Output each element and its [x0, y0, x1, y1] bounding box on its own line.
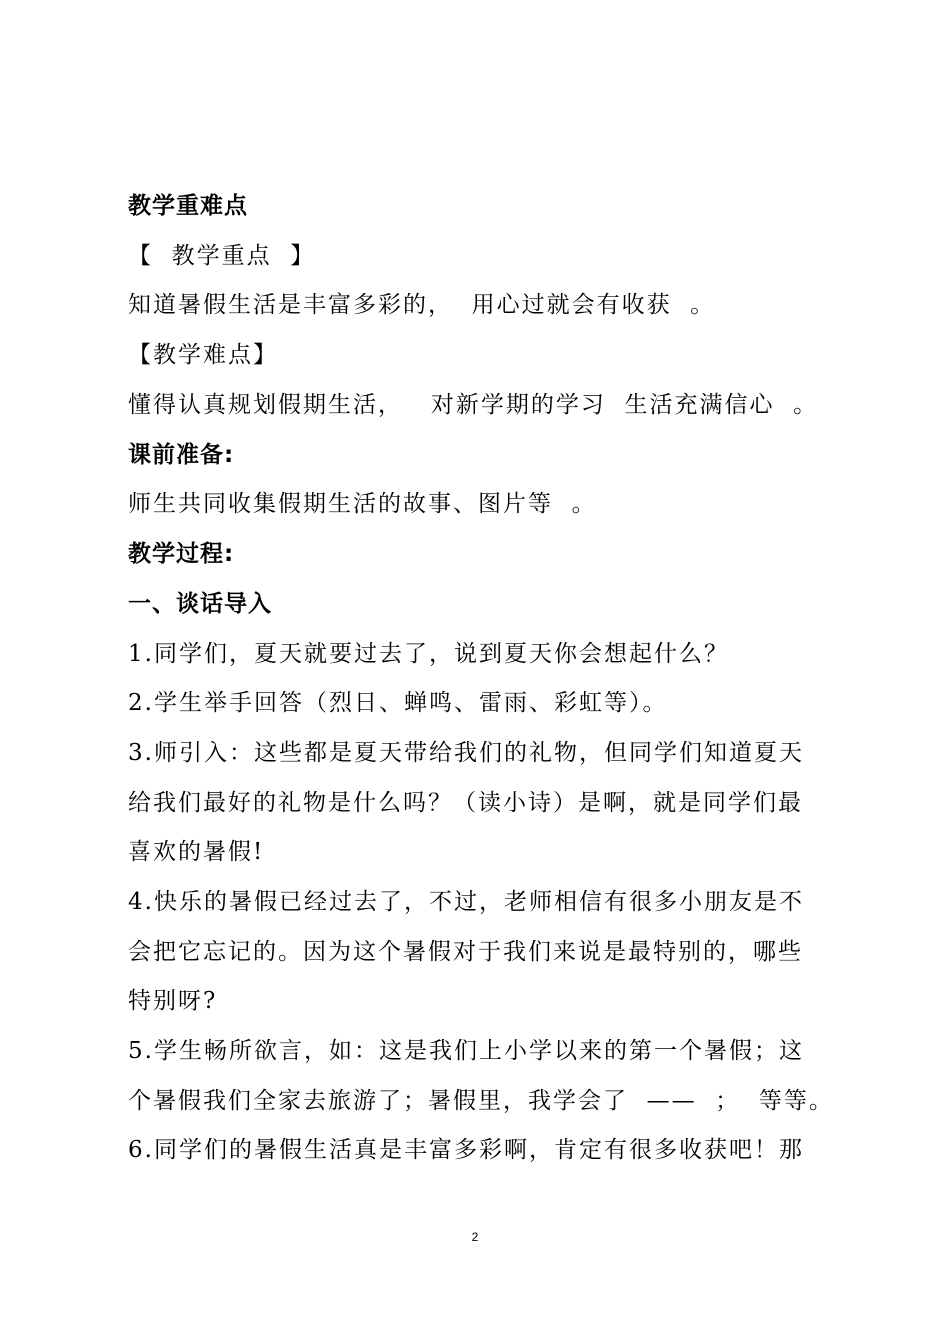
- paragraph-3-line-3: 喜欢的暑假!: [128, 839, 265, 865]
- paragraph-1: 1.同学们，夏天就要过去了，说到夏天你会想起什么？: [128, 641, 729, 667]
- paragraph-5-line-1: 5.学生畅所欲言，如：这是我们上小学以来的第一个暑假；这: [128, 1038, 804, 1064]
- paragraph-6-line-1: 6.同学们的暑假生活真是丰富多彩啊，肯定有很多收获吧！那: [128, 1137, 804, 1163]
- label-key-point: 【 教学重点 】: [128, 243, 316, 269]
- heading-key-points: 教学重难点: [128, 193, 248, 219]
- paragraph-4-line-3: 特别呀?: [128, 988, 218, 1014]
- paragraph-4-line-2: 会把它忘记的。因为这个暑假对于我们来说是最特别的，哪些: [128, 939, 803, 965]
- section-title-one: 一、谈话导入: [128, 591, 272, 617]
- text-preparation: 师生共同收集假期生活的故事、图片等 。: [128, 491, 597, 517]
- paragraph-3-line-2: 给我们最好的礼物是什么吗？（读小诗）是啊，就是同学们最: [128, 790, 803, 816]
- text-difficult-point: 懂得认真规划假期生活， 对新学期的学习 生活充满信心 。: [128, 392, 819, 418]
- paragraph-4-line-1: 4.快乐的暑假已经过去了，不过，老师相信有很多小朋友是不: [128, 889, 804, 915]
- heading-preparation: 课前准备:: [128, 442, 235, 468]
- label-difficult-point: 【教学难点】: [128, 342, 278, 368]
- page-number: 2: [471, 1230, 479, 1244]
- text-key-point: 知道暑假生活是丰富多彩的， 用心过就会有收获 。: [128, 292, 716, 318]
- heading-process: 教学过程:: [128, 541, 235, 567]
- paragraph-3-line-1: 3.师引入：这些都是夏天带给我们的礼物，但同学们知道夏天: [128, 740, 804, 766]
- paragraph-5-line-2: 个暑假我们全家去旅游了；暑假里，我学会了 —— ； 等等。: [128, 1088, 834, 1114]
- paragraph-2: 2.学生举手回答（烈日、蝉鸣、雷雨、彩虹等）。: [128, 690, 668, 716]
